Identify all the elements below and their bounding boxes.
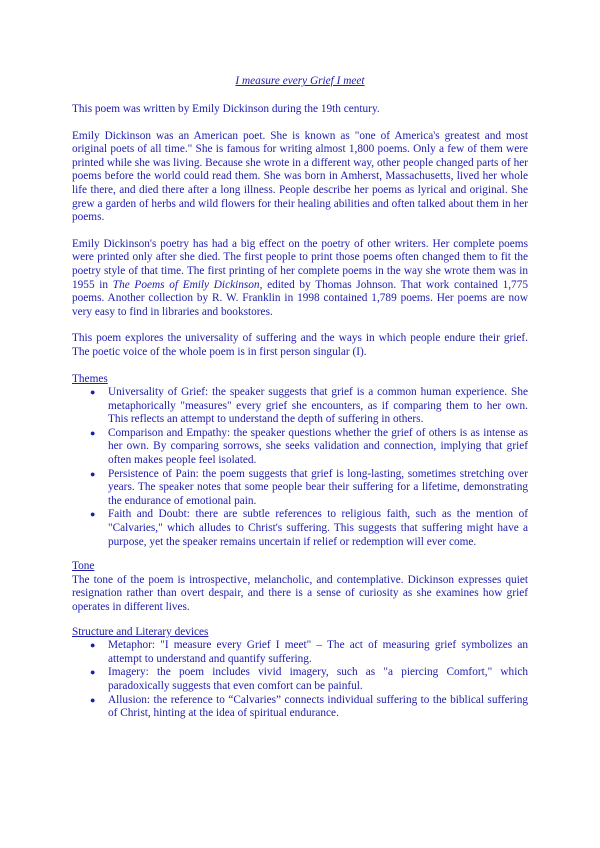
list-item: ● Imagery: the poem includes vivid imagery, such as "a piercing Comfort," which paradoxically suggests that even comfort can be painful. bbox=[90, 666, 528, 692]
bullet-icon: ● bbox=[90, 427, 96, 438]
page-title: I measure every Grief I meet bbox=[235, 75, 365, 87]
list-item: ● Metaphor: "I measure every Grief I meet" – The act of measuring grief symbolizes an attempt to understand and quantify suffering. bbox=[90, 639, 528, 665]
overview-paragraph: This poem explores the universality of suffering and the ways in which people endure their grief. The poetic voice of the whole poem is in first person singular (I). bbox=[72, 332, 528, 358]
list-item: ● Comparison and Empathy: the speaker questions whether the grief of others is as intense as her own. By comparing sorrows, she seeks validation and connection, implying that grief often makes people feel isolated. bbox=[90, 426, 528, 467]
bullet-icon: ● bbox=[90, 387, 96, 398]
bullet-icon: ● bbox=[90, 509, 96, 520]
tone-heading: Tone bbox=[72, 560, 95, 573]
structure-heading: Structure and Literary devices bbox=[72, 625, 209, 638]
list-item: ● Faith and Doubt: there are subtle references to religious faith, such as the mention of "Calvaries," which alludes to Christ's suffering. This suggests that suffering might have a purpose, yet the speaker remains uncertain if relief or redemption will ever come. bbox=[90, 508, 528, 548]
tone-paragraph: The tone of the poem is introspective, melancholic, and contemplative. Dickinson expresses quiet resignation rather than overt despair, and there is a sense of curiosity as she examines how grief operates in different lives. bbox=[72, 573, 528, 613]
publication-paragraph bbox=[72, 238, 528, 320]
publication-text-after: , edited by Thomas Johnson. That work contained 1,775 poems. Another collection by R. W. Franklin in 1998 contained 1,789 poems. Her poems are now very easy to find in libraries and bookstores. bbox=[72, 278, 528, 318]
themes-list bbox=[72, 386, 528, 549]
list-item: ● Persistence of Pain: the poem suggests that grief is long-lasting, sometimes stretching over years. The speaker notes that some people bear their suffering for a lifetime, demonstrating the endurance of emotional pain. bbox=[90, 467, 528, 507]
publication-text-before: Emily Dickinson's poetry has had a big effect on the poetry of other writers. Her complete poems were printed only after she died. The first people to print those poems often changed them to fit the poetry style of that time. The first printing of her complete poems in the way she wrote them was in 1955 in bbox=[72, 237, 528, 291]
structure-list bbox=[72, 639, 528, 721]
bio-paragraph: Emily Dickinson was an American poet. She is known as "one of America's greatest and most original poets of all time." She is famous for writing almost 1,800 poems. Only a few of them were printed while she was living. Because she wrote in a different way, other people changed parts of her poems before the world could read them. She was born in Amherst, Massachusetts, lived her whole life there, and died there after a long illness. People describe her poems as lyrical and original. She grew a garden of herbs and wild flowers for their healing abilities and often talked about them in her poems. bbox=[72, 129, 528, 224]
book-title: The Poems of Emily Dickinson bbox=[112, 278, 260, 291]
themes-heading: Themes bbox=[72, 372, 108, 385]
intro-paragraph: This poem was written by Emily Dickinson during the 19th century. bbox=[72, 103, 380, 115]
bullet-icon: ● bbox=[90, 694, 96, 705]
bullet-icon: ● bbox=[90, 640, 96, 651]
bullet-icon: ● bbox=[90, 667, 96, 678]
bullet-icon: ● bbox=[90, 468, 96, 479]
list-item: ● Allusion: the reference to “Calvaries” connects individual suffering to the biblical suffering of Christ, hinting at the idea of spiritual endurance. bbox=[90, 693, 528, 720]
list-item: ● Universality of Grief: the speaker suggests that grief is a common human experience. She metaphorically "measures" every grief she encounters, as if comparing them to her own. This reflects an attempt to understand the depth of suffering in others. bbox=[90, 386, 528, 426]
